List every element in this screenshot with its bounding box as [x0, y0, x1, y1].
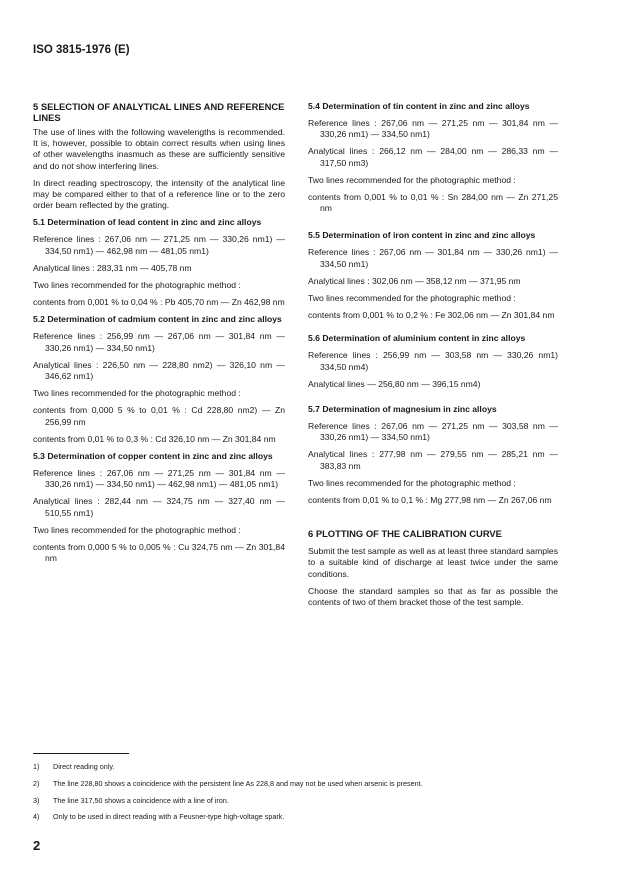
- footnote-rule: [33, 753, 129, 754]
- section-5-4-recommendation: Two lines recommended for the photographic method :: [308, 174, 516, 185]
- section-5-7-analytical-lines: Analytical lines : 277,98 nm — 279,55 nm — 285,21 nm — 383,83 nm: [308, 449, 558, 471]
- section-6-paragraph-2: Choose the standard samples so that as far as possible the contents of two of them bracket those of the test sample.: [308, 585, 558, 608]
- section-5-1-contents-1: contents from 0,001 % to 0,04 % : Pb 405,70 nm — Zn 462,98 nm: [33, 297, 285, 308]
- section-5-6-analytical-lines: Analytical lines — 256,80 nm — 396,15 nm4): [308, 378, 481, 389]
- section-5-5-reference-lines: Reference lines : 267,06 nm — 301,84 nm — 330,26 nm1) — 334,50 nm1): [308, 247, 558, 269]
- footnote-3: 3) The line 317,50 shows a coincidence with a line of iron.: [33, 796, 229, 805]
- section-5-7-title: 5.7 Determination of magnesium in zinc alloys: [308, 404, 497, 415]
- section-5-2-title: 5.2 Determination of cadmium content in zinc and zinc alloys: [33, 314, 282, 325]
- section-5-5-recommendation: Two lines recommended for the photographic method :: [308, 293, 516, 304]
- section-5-1-reference-lines: Reference lines : 267,06 nm — 271,25 nm — 330,26 nm1) — 334,50 nm1) — 462,98 nm — 481,05 nm1): [33, 234, 285, 256]
- section-5-1-title: 5.1 Determination of lead content in zinc and zinc alloys: [33, 217, 262, 228]
- section-5-7-contents-1: contents from 0,01 % to 0,1 % : Mg 277,98 nm — Zn 267,06 nm: [308, 495, 552, 506]
- section-5-2-contents-2: contents from 0,01 % to 0,3 % : Cd 326,10 nm — Zn 301,84 nm: [33, 433, 276, 444]
- section-5-paragraph-2: In direct reading spectroscopy, the intensity of the analytical line may be compared either to that of a reference line or to the zero order beam reflected by the grating.: [33, 177, 285, 211]
- section-5-2-analytical-lines: Analytical lines : 226,50 nm — 228,80 nm2) — 326,10 nm — 346,62 nm1): [33, 359, 285, 382]
- section-5-3-recommendation: Two lines recommended for the photographic method :: [33, 524, 241, 535]
- section-5-2-contents-1: contents from 0,000 5 % to 0,01 % : Cd 228,80 nm2) — Zn 256,99 nm: [33, 405, 285, 427]
- right-column: [308, 101, 558, 614]
- section-5-4-contents-1: contents from 0,001 % to 0,01 % : Sn 284,00 nm — Zn 271,25 nm: [308, 192, 558, 214]
- footnote-1: 1) Direct reading only.: [33, 762, 115, 771]
- section-5-6-title: 5.6 Determination of aluminium content in zinc alloys: [308, 333, 526, 344]
- section-5-4-reference-lines: Reference lines : 267,06 nm — 271,25 nm — 301,84 nm — 330,26 nm1) — 334,50 nm1): [308, 118, 558, 140]
- section-5-title: 5 SELECTION OF ANALYTICAL LINES AND REFERENCE LINES: [33, 101, 285, 123]
- section-5-6-reference-lines: Reference lines : 256,99 nm — 303,58 nm — 330,26 nm1) 334,50 nm4): [308, 350, 558, 372]
- section-5-3-reference-lines: Reference lines : 267,06 nm — 271,25 nm — 301,84 nm — 330,26 nm1) — 334,50 nm1) — 462,98 nm1) — 481,05 nm1): [33, 468, 285, 490]
- section-5-paragraph-1: The use of lines with the following wavelengths is recommended. It is, however, possible to obtain correct results when using lines of other wavelengths inasmuch as these are sufficiently sensitive and do not show interfering lines.: [33, 127, 285, 171]
- section-5-1-analytical-lines: Analytical lines : 283,31 nm — 405,78 nm: [33, 262, 192, 273]
- section-6-paragraph-1: Submit the test sample as well as at least three standard samples to a suitable kind of discharge at least twice under the same conditions.: [308, 546, 558, 579]
- section-5-5-analytical-lines: Analytical lines : 302,06 nm — 358,12 nm — 371,95 nm: [308, 275, 521, 286]
- section-5-3-title: 5.3 Determination of copper content in zinc and zinc alloys: [33, 451, 273, 462]
- section-5-7-recommendation: Two lines recommended for the photographic method :: [308, 477, 516, 488]
- section-5-2-recommendation: Two lines recommended for the photographic method :: [33, 388, 241, 399]
- section-5-3-analytical-lines: Analytical lines : 282,44 nm — 324,75 nm — 327,40 nm — 510,55 nm1): [33, 496, 285, 518]
- footnote-2: 2) The line 228,80 shows a coincidence with the persistent line As 228,8 and may not be used when arsenic is present.: [33, 779, 423, 788]
- page-number: 2: [33, 838, 41, 853]
- left-column: [33, 101, 285, 570]
- section-5-3-contents-1: contents from 0,000 5 % to 0,005 % : Cu 324,75 nm — Zn 301,84 nm: [33, 542, 285, 564]
- section-5-5-contents-1: contents from 0,001 % to 0,2 % : Fe 302,06 nm — Zn 301,84 nm: [308, 310, 555, 321]
- standard-header: ISO 3815-1976 (E): [33, 44, 130, 56]
- section-5-1-recommendation: Two lines recommended for the photographic method :: [33, 280, 241, 291]
- section-5-4-title: 5.4 Determination of tin content in zinc and zinc alloys: [308, 101, 530, 111]
- section-5-5-title: 5.5 Determination of iron content in zinc and zinc alloys: [308, 230, 536, 241]
- section-5-4-analytical-lines: Analytical lines : 266,12 nm — 284,00 nm — 286,33 nm — 317,50 nm3): [308, 146, 558, 168]
- section-5-7-reference-lines: Reference lines : 267,06 nm — 271,25 nm — 303,58 nm — 330,26 nm1) — 334,50 nm1): [308, 421, 558, 443]
- section-5-2-reference-lines: Reference lines : 256,99 nm — 267,06 nm — 301,84 nm — 330,26 nm1) — 334,50 nm1): [33, 331, 285, 353]
- section-6-title: 6 PLOTTING OF THE CALIBRATION CURVE: [308, 528, 502, 540]
- footnote-4: 4) Only to be used in direct reading with a Feusner-type high-voltage spark.: [33, 812, 285, 821]
